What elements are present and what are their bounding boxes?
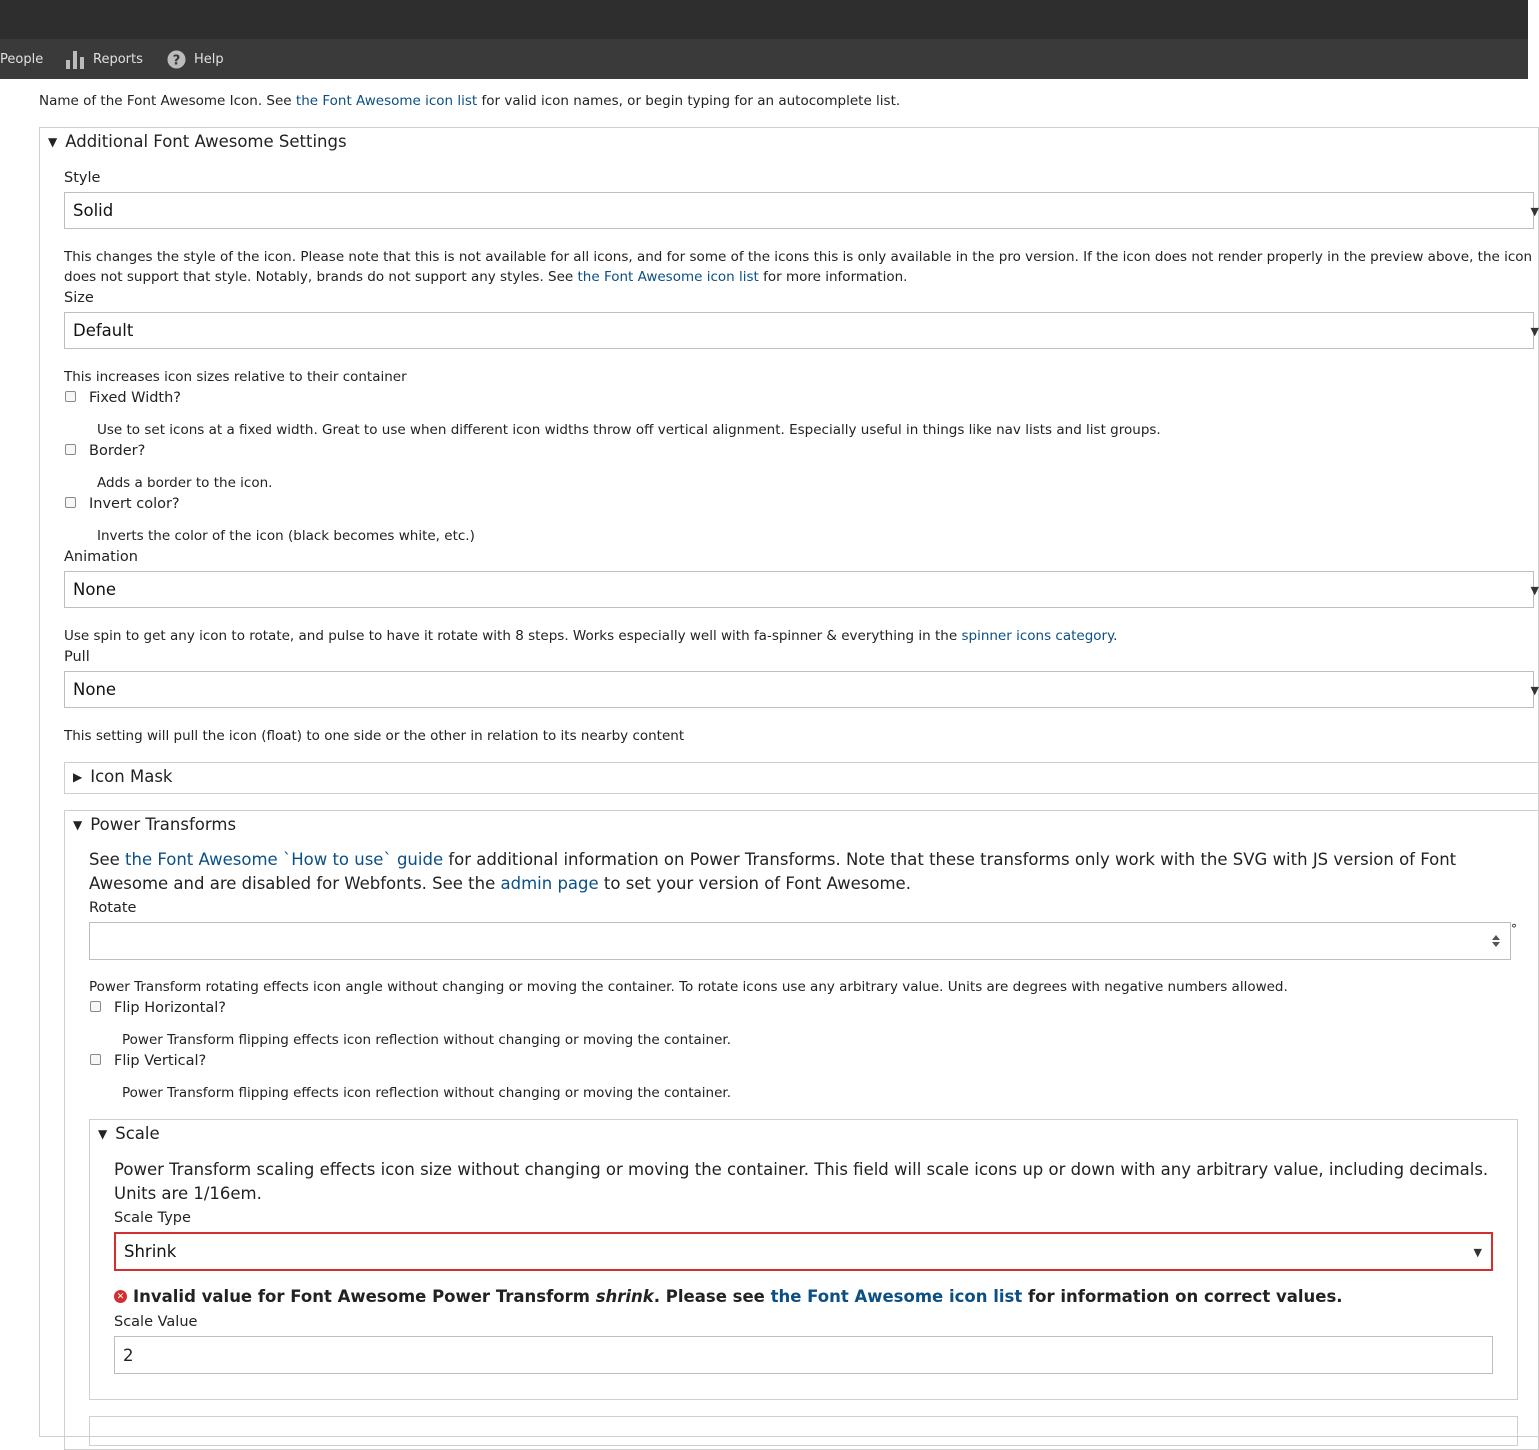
scale-value-text: 2	[123, 1345, 134, 1365]
scale-description-line-2: Units are 1/16em.	[114, 1184, 262, 1203]
flip-vertical-description: Power Transform flipping effects icon reflection without changing or moving the container.	[122, 1085, 732, 1101]
bar-chart-icon	[65, 49, 85, 69]
pull-select-value: None	[73, 680, 117, 699]
size-select-value: Default	[73, 321, 134, 340]
icon-list-link[interactable]: the Font Awesome icon list	[295, 93, 478, 109]
additional-settings-summary[interactable]	[48, 132, 347, 151]
icon-name-description	[39, 91, 900, 111]
animation-select-value: None	[73, 580, 117, 599]
pull-select[interactable]	[64, 671, 1539, 708]
additional-settings-title: Additional Font Awesome Settings	[65, 132, 347, 151]
rotate-label: Rotate	[89, 900, 137, 916]
icon-mask-summary[interactable]	[73, 767, 172, 786]
rotate-input[interactable]	[89, 922, 1511, 960]
chevron-down-icon: ▼	[1473, 1246, 1482, 1259]
error-icon: ✕	[114, 1290, 127, 1303]
animation-desc-text: Use spin to get any icon to rotate, and pulse to have it rotate with 8 steps. Works especially well with fa-spinner & everything in the	[64, 628, 962, 644]
border-label[interactable]: Border?	[89, 443, 146, 459]
power-intro-text-4: to set your version of Font Awesome.	[598, 874, 911, 893]
size-label: Size	[64, 290, 94, 306]
triangle-right-icon: ▶	[73, 769, 83, 784]
animation-select[interactable]	[64, 571, 1539, 608]
scale-description-line-1: Power Transform scaling effects icon size without changing or moving the container. This field will scale icons up or down with any arbitrary value, including decimals.	[114, 1160, 1489, 1179]
error-text-1: Invalid value for Font Awesome Power Transform	[133, 1287, 596, 1306]
power-intro-text-2: for additional information on Power Transforms. Note that these transforms only work with the SVG with JS version of Font	[443, 850, 1457, 869]
chevron-down-icon: ▼	[1530, 684, 1539, 697]
pull-description: This setting will pull the icon (float) to one side or the other in relation to its nearby content	[64, 728, 685, 744]
svg-text:?: ?	[172, 52, 181, 68]
rotate-description: Power Transform rotating effects icon angle without changing or moving the container. To rotate icons use any arbitrary value. Units are degrees with negative numbers allowed.	[89, 979, 1288, 995]
help-icon	[167, 50, 186, 69]
chevron-down-icon: ▼	[1530, 584, 1539, 597]
invert-color-description: Inverts the color of the icon (black becomes white, etc.)	[97, 528, 475, 544]
pull-label: Pull	[64, 649, 90, 665]
scale-type-label: Scale Type	[114, 1210, 191, 1226]
admin-page-link[interactable]: admin page	[500, 874, 599, 893]
animation-description	[64, 626, 1117, 646]
admin-toolbar	[0, 39, 1528, 79]
spinner-icons-link[interactable]: spinner icons category	[961, 628, 1114, 644]
icon-name-desc-text: Name of the Font Awesome Icon. See	[39, 93, 296, 109]
toolbar-reports-label: Reports	[93, 51, 143, 67]
style-select[interactable]	[64, 192, 1539, 229]
style-label: Style	[64, 170, 101, 186]
scale-value-label: Scale Value	[114, 1314, 198, 1330]
style-desc-text: does not support that style. Notably, brands do not support any styles. See	[64, 269, 578, 285]
toolbar-reports[interactable]	[65, 39, 143, 79]
power-intro-text: See	[89, 850, 126, 869]
scale-summary[interactable]	[98, 1124, 160, 1143]
flip-horizontal-checkbox[interactable]	[90, 1001, 101, 1012]
number-spinner-icon[interactable]	[1491, 934, 1501, 948]
icon-name-desc-text-2: for valid icon names, or begin typing for an autocomplete list.	[477, 93, 901, 109]
flip-horizontal-description: Power Transform flipping effects icon reflection without changing or moving the container.	[122, 1032, 732, 1048]
power-intro-line-1	[89, 848, 1456, 872]
style-desc-text-2: for more information.	[758, 269, 908, 285]
power-transforms-title: Power Transforms	[90, 815, 237, 834]
animation-desc-text-2: .	[1113, 628, 1118, 644]
style-description-line-2	[64, 267, 907, 287]
toolbar-help-label: Help	[194, 51, 224, 67]
size-description: This increases icon sizes relative to their container	[64, 369, 407, 385]
icon-mask-fieldset	[64, 762, 1539, 794]
invert-color-checkbox[interactable]	[65, 497, 76, 508]
how-to-use-guide-link[interactable]: the Font Awesome `How to use` guide	[125, 850, 444, 869]
icon-mask-title: Icon Mask	[90, 767, 173, 786]
border-description: Adds a border to the icon.	[97, 475, 273, 491]
size-select[interactable]	[64, 312, 1539, 349]
scale-error-text	[133, 1287, 1343, 1306]
border-checkbox[interactable]	[65, 444, 76, 455]
error-icon-list-link[interactable]: the Font Awesome icon list	[770, 1287, 1023, 1306]
scale-error-message	[114, 1287, 1343, 1306]
scale-title: Scale	[115, 1124, 160, 1143]
flip-vertical-label[interactable]: Flip Vertical?	[114, 1053, 207, 1069]
fixed-width-label[interactable]: Fixed Width?	[89, 390, 182, 406]
triangle-down-icon: ▼	[48, 134, 58, 149]
error-text-3: for information on correct values.	[1022, 1287, 1343, 1306]
rotate-unit: °	[1511, 922, 1517, 936]
triangle-down-icon: ▼	[73, 817, 83, 832]
error-text-em: shrink	[595, 1287, 654, 1306]
flip-vertical-checkbox[interactable]	[90, 1054, 101, 1065]
scale-type-value: Shrink	[124, 1242, 177, 1261]
power-intro-text-3: Awesome and are disabled for Webfonts. See the	[89, 874, 501, 893]
admin-top-bar	[0, 0, 1528, 39]
flip-horizontal-label[interactable]: Flip Horizontal?	[114, 1000, 226, 1016]
chevron-down-icon: ▼	[1530, 325, 1539, 338]
power-intro-line-2	[89, 872, 911, 896]
fixed-width-description: Use to set icons at a fixed width. Great to use when different icon widths throw off vertical alignment. Especially useful in things like nav lists and list groups.	[97, 422, 1161, 438]
power-transforms-summary[interactable]	[73, 815, 236, 834]
style-select-value: Solid	[73, 201, 114, 220]
error-text-2: . Please see	[653, 1287, 771, 1306]
toolbar-people-label: People	[0, 51, 44, 67]
scale-type-select[interactable]	[114, 1232, 1493, 1271]
style-description-line-1: This changes the style of the icon. Please note that this is not available for all icons, and for some of the icons this is only available in the pro version. If the icon does not render properly in the preview above, the icon	[64, 249, 1533, 265]
fixed-width-checkbox[interactable]	[65, 391, 76, 402]
invert-color-label[interactable]: Invert color?	[89, 496, 180, 512]
triangle-down-icon: ▼	[98, 1126, 108, 1141]
style-icon-list-link[interactable]: the Font Awesome icon list	[577, 269, 759, 285]
chevron-down-icon: ▼	[1530, 205, 1539, 218]
scale-value-input[interactable]	[114, 1336, 1493, 1374]
toolbar-help[interactable]	[167, 39, 224, 79]
toolbar-people[interactable]	[0, 39, 43, 79]
next-fieldset	[89, 1416, 1518, 1446]
animation-label: Animation	[64, 549, 138, 565]
